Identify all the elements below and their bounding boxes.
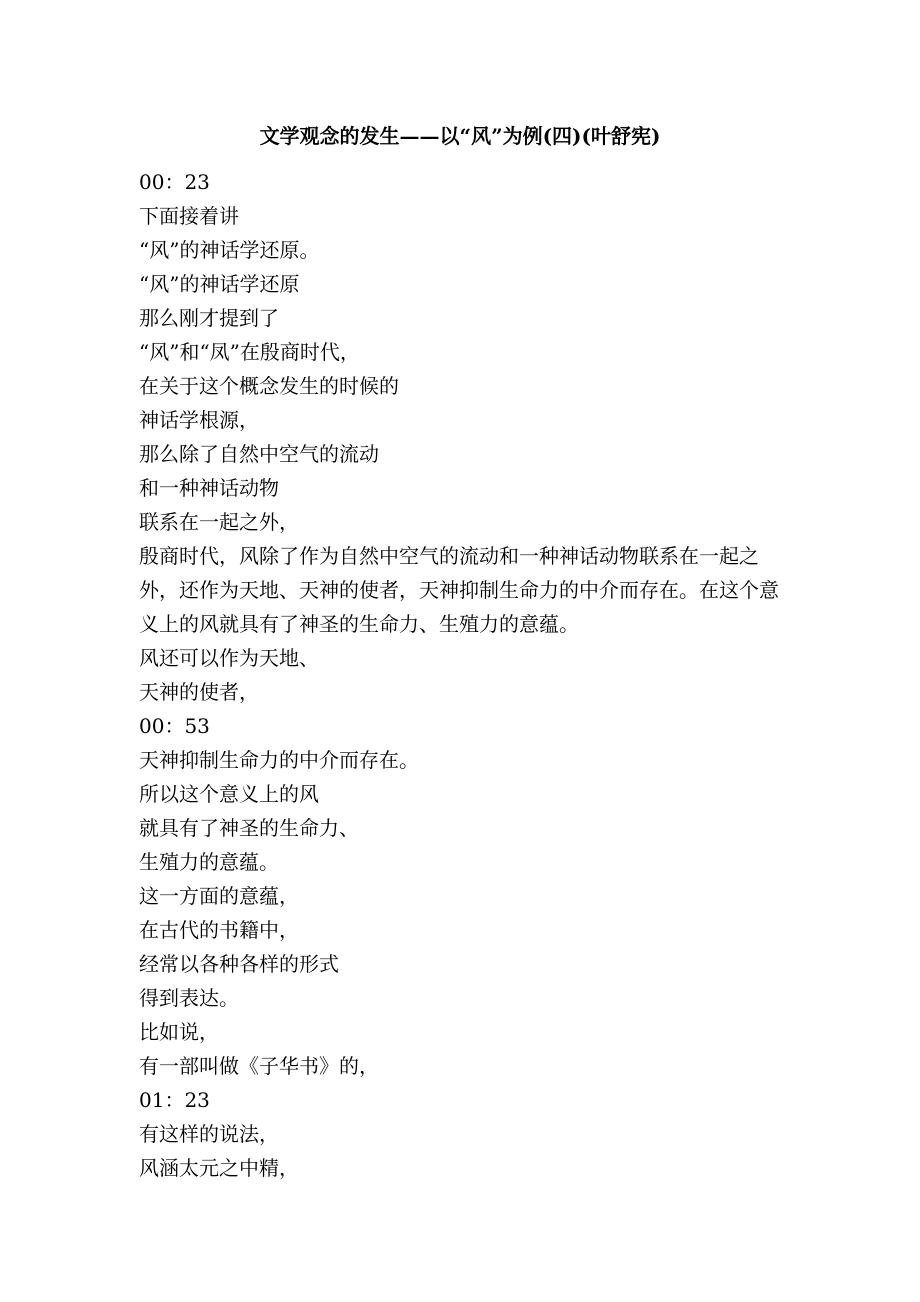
text-line: 在古代的书籍中， — [139, 918, 299, 942]
timestamp-line: 00：23 — [139, 170, 210, 194]
text-line: 天神抑制生命力的中介而存在。 — [139, 748, 419, 772]
text-line: 所以这个意义上的风 — [139, 782, 319, 806]
text-line: 风涵太元之中精， — [139, 1156, 299, 1180]
text-line: 得到表达。 — [139, 986, 239, 1010]
text-line: 生殖力的意蕴。 — [139, 850, 279, 874]
document-title: 文学观念的发生——以“风”为例(四)(叶舒宪) — [259, 124, 661, 148]
text-line: 那么除了自然中空气的流动 — [139, 442, 379, 466]
text-line: 那么刚才提到了 — [139, 306, 279, 330]
text-line: 比如说， — [139, 1020, 219, 1044]
text-line: 和一种神话动物 — [139, 476, 279, 500]
text-line: 这一方面的意蕴， — [139, 884, 299, 908]
text-line: 天神的使者， — [139, 680, 259, 704]
text-line: 联系在一起之外， — [139, 510, 299, 534]
text-line: “风”的神话学还原 — [139, 272, 300, 296]
document-body — [139, 165, 787, 1185]
text-line: 在关于这个概念发生的时候的 — [139, 374, 399, 398]
text-line: “风”的神话学还原。 — [139, 238, 320, 262]
text-line: “风”和“凤”在殷商时代， — [139, 340, 360, 364]
text-line: 有这样的说法， — [139, 1122, 279, 1146]
timestamp-line: 00：53 — [139, 714, 210, 738]
text-line: 就具有了神圣的生命力、 — [139, 816, 359, 840]
text-line: 经常以各种各样的形式 — [139, 952, 339, 976]
summary-paragraph: 殷商时代，风除了作为自然中空气的流动和一种神话动物联系在一起之外，还作为天地、天神的使者，天神抑制生命力的中介而存在。在这个意义上的风就具有了神圣的生命力、生殖力的意蕴。 — [139, 544, 779, 636]
text-line: 有一部叫做《子华书》的， — [139, 1054, 379, 1078]
text-line: 神话学根源， — [139, 408, 259, 432]
timestamp-line: 01：23 — [139, 1088, 210, 1112]
text-line: 风还可以作为天地、 — [139, 646, 319, 670]
text-line: 下面接着讲 — [139, 204, 239, 228]
